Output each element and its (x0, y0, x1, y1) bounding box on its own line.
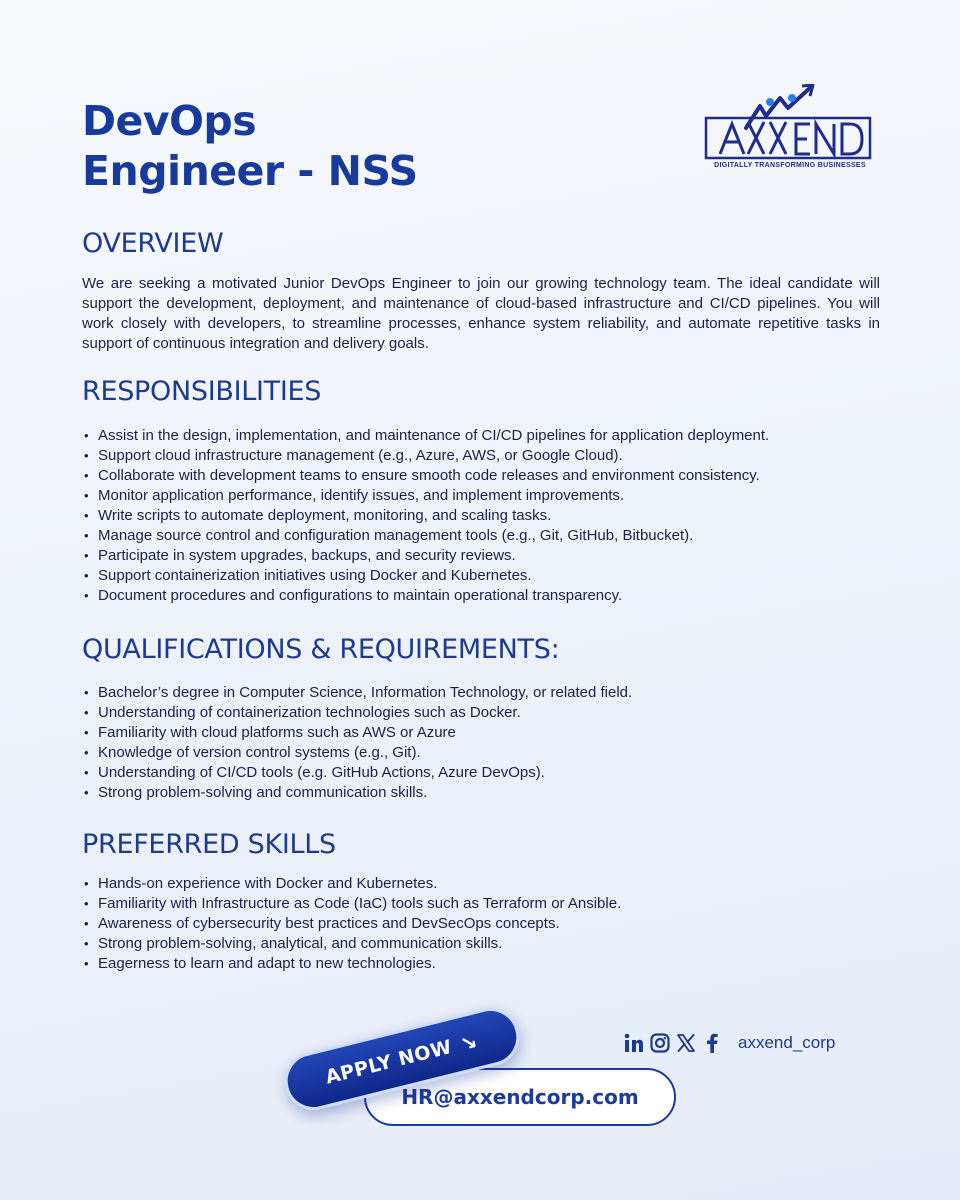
responsibilities-heading: RESPONSIBILITIES (82, 376, 322, 407)
email-label: HR@axxendcorp.com (401, 1085, 639, 1109)
list-item: • Monitor application performance, identify issues, and implement improvements. (82, 486, 769, 506)
list-item: • Understanding of containerization technologies such as Docker. (82, 703, 632, 723)
preferred-skills-list (82, 874, 621, 974)
list-item: • Support cloud infrastructure management (e.g., Azure, AWS, or Google Cloud). (82, 446, 769, 466)
x-icon[interactable] (676, 1032, 696, 1054)
list-item: • Document procedures and configurations to maintain operational transparency. (82, 586, 769, 606)
linkedin-icon[interactable] (624, 1032, 644, 1054)
axxend-logo (700, 84, 880, 176)
logo-tagline: DIGITALLY TRANSFORMING BUSINESSES (714, 162, 866, 169)
responsibilities-list (82, 426, 769, 606)
list-item: • Strong problem-solving, analytical, and communication skills. (82, 934, 621, 954)
list-item: • Hands-on experience with Docker and Kubernetes. (82, 874, 621, 894)
list-item: • Participate in system upgrades, backups, and security reviews. (82, 546, 769, 566)
apply-now-label: APPLY NOW (323, 1035, 455, 1089)
list-item: • Familiarity with cloud platforms such as AWS or Azure (82, 723, 632, 743)
job-title-line-2: Engineer - NSS (82, 147, 418, 195)
list-item: • Support containerization initiatives using Docker and Kubernetes. (82, 566, 769, 586)
axxend-logo-mark (700, 84, 880, 164)
social-links (624, 1030, 835, 1056)
job-title-line-1: DevOps (82, 97, 257, 145)
list-item: • Bachelor’s degree in Computer Science, Information Technology, or related field. (82, 683, 632, 703)
list-item: • Eagerness to learn and adapt to new technologies. (82, 954, 621, 974)
social-handle[interactable]: axxend_corp (738, 1033, 836, 1052)
qualifications-list (82, 683, 632, 803)
list-item: • Assist in the design, implementation, and maintenance of CI/CD pipelines for application deployment. (82, 426, 769, 446)
list-item: • Write scripts to automate deployment, monitoring, and scaling tasks. (82, 506, 769, 526)
list-item: • Knowledge of version control systems (e.g., Git). (82, 743, 632, 763)
list-item: • Awareness of cybersecurity best practices and DevSecOps concepts. (82, 914, 621, 934)
overview-text: We are seeking a motivated Junior DevOps Engineer to join our growing technology team. The ideal candidate will support the development, deployment, and maintenance of cloud-based infrastructure and CI/CD pipelines. You will work closely with developers, to streamline processes, enhance system reliability, and automate repetitive tasks in support of continuous integration and delivery goals. (82, 275, 880, 352)
list-item: • Strong problem-solving and communication skills. (82, 783, 632, 803)
list-item: • Understanding of CI/CD tools (e.g. GitHub Actions, Azure DevOps). (82, 763, 632, 783)
arrow-down-right-icon: → (456, 1027, 484, 1057)
facebook-icon[interactable] (702, 1032, 722, 1054)
job-title (82, 96, 418, 196)
list-item: • Manage source control and configuration management tools (e.g., Git, GitHub, Bitbucket). (82, 526, 769, 546)
list-item: • Familiarity with Infrastructure as Code (IaC) tools such as Terraform or Ansible. (82, 894, 621, 914)
instagram-icon[interactable] (650, 1032, 670, 1054)
preferred-skills-heading: PREFERRED SKILLS (82, 829, 336, 860)
qualifications-heading: QUALIFICATIONS & REQUIREMENTS: (82, 634, 560, 665)
list-item: • Collaborate with development teams to ensure smooth code releases and environment consistency. (82, 466, 769, 486)
overview-heading: OVERVIEW (82, 228, 224, 259)
